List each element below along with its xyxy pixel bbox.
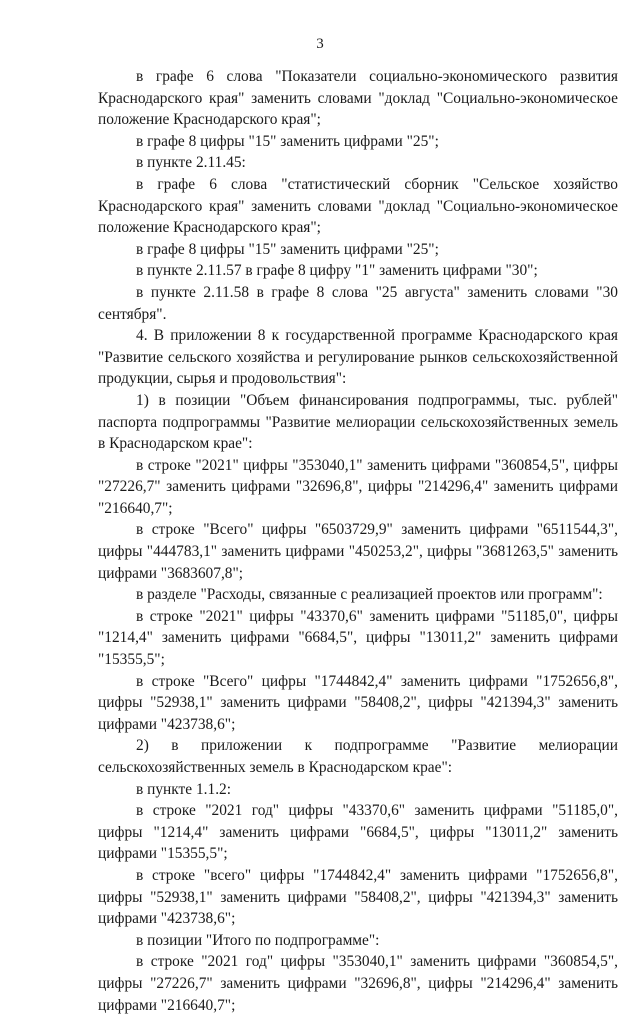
paragraph: в строке "2021 год" цифры "353040,1" заменить цифрами "360854,5", цифры "27226,7" заменить цифрами "32696,8", цифры "214296,4" заменить цифрами "216640,7"; <box>98 953 618 1014</box>
paragraph: в строке "2021" цифры "43370,6" заменить цифрами "51185,0", цифры "1214,4" заменить цифрами "6684,5", цифры "13011,2" заменить цифрами "15355,5"; <box>98 607 618 669</box>
paragraph: в графе 8 цифры "15" заменить цифрами "25"; <box>136 240 439 258</box>
paragraph: в графе 6 слова "Показатели социально-экономического развития Краснодарского края" заменить словами "доклад "Социально-экономическое положение Краснодарского края"; <box>98 68 618 129</box>
paragraph: в строке "2021 год" цифры "43370,6" заменить цифрами "51185,0", цифры "1214,4" заменить цифрами "6684,5", цифры "13011,2" заменить цифрами "15355,5"; <box>98 802 618 863</box>
paragraph: в пункте 1.1.2: <box>136 780 232 798</box>
document-body <box>98 66 618 1016</box>
paragraph: в графе 8 цифры "15" заменить цифрами "25"; <box>136 132 439 150</box>
paragraph: в пункте 2.11.58 в графе 8 слова "25 августа" заменить словами "30 сентября". <box>98 283 618 323</box>
paragraph: в графе 6 слова "статистический сборник "Сельское хозяйство Краснодарского края" заменить словами "доклад "Социально-экономическое положение Краснодарского края"; <box>98 175 618 237</box>
paragraph: в строке "2021" цифры "353040,1" заменить цифрами "360854,5", цифры "27226,7" заменить цифрами "32696,8", цифры "214296,4" заменить цифрами "216640,7"; <box>98 456 618 517</box>
paragraph: 2) в приложении к подпрограмме "Развитие мелиорации сельскохозяйственных земель в Краснодарском крае": <box>98 737 618 776</box>
paragraph: 4. В приложении 8 к государственной программе Краснодарского края "Развитие сельского хозяйства и регулирование рынков сельскохозяйственной продукции, сырья и продовольствия": <box>98 327 618 388</box>
paragraph: в строке "всего" цифры "1744842,4" заменить цифрами "1752656,8", цифры "52938,1" заменить цифрами "58408,2", цифры "421394,3" заменить цифрами "423738,6"; <box>98 866 618 928</box>
paragraph: в позиции "Итого по подпрограмме": <box>136 931 380 949</box>
page-number: 3 <box>316 36 324 52</box>
paragraph: в пункте 2.11.45: <box>136 154 246 172</box>
paragraph: в пункте 2.11.57 в графе 8 цифру "1" заменить цифрами "30"; <box>136 262 538 280</box>
paragraph: 1) в позиции "Объем финансирования подпрограммы, тыс. рублей" паспорта подпрограммы "Развитие мелиорации сельскохозяйственных земель в Краснодарском крае": <box>98 391 618 453</box>
paragraph: в строке "Всего" цифры "6503729,9" заменить цифрами "6511544,3", цифры "444783,1" заменить цифрами "450253,2", цифры "3681263,5" заменить цифрами "3683607,8"; <box>98 521 618 582</box>
paragraph: в разделе "Расходы, связанные с реализацией проектов или программ": <box>136 586 603 604</box>
paragraph: в строке "Всего" цифры "1744842,4" заменить цифрами "1752656,8", цифры "52938,1" заменить цифрами "58408,2", цифры "421394,3" заменить цифрами "423738,6"; <box>98 672 618 733</box>
